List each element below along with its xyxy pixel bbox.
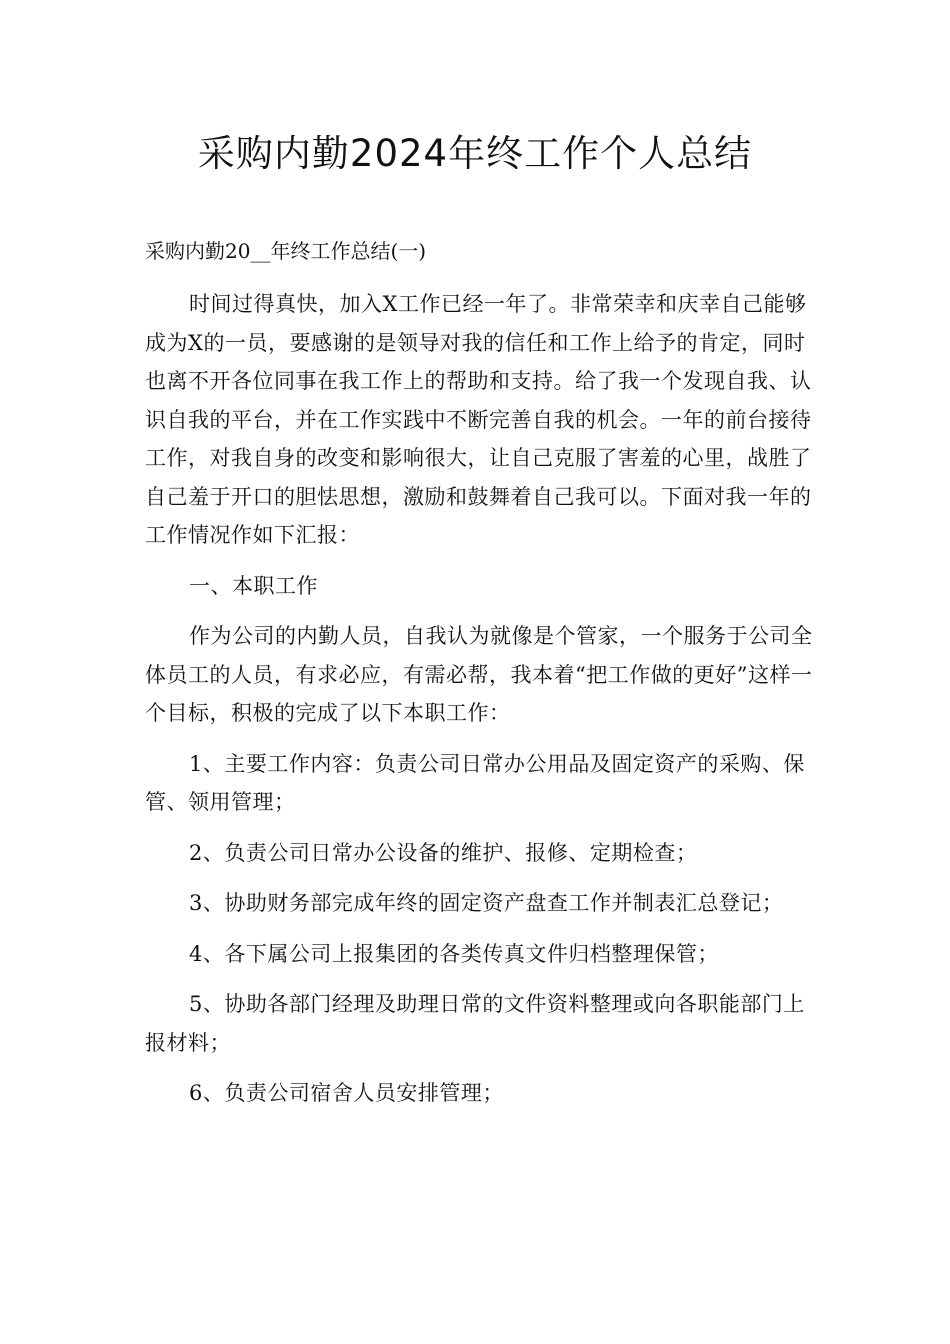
section-heading-duties: 一、本职工作	[189, 573, 318, 598]
document-title: 采购内勤2024年终工作个人总结	[197, 132, 753, 175]
list-item-6: 6、负责公司宿舍人员安排管理；	[189, 1081, 504, 1105]
list-item-1: 1、主要工作内容：负责公司日常办公用品及固定资产的采购、保管、领用管理；	[145, 751, 805, 814]
paragraph-intro: 时间过得真快，加入X工作已经一年了。非常荣幸和庆幸自己能够成为X的一员，要感谢的是领导对我的信任和工作上给予的肯定，同时也离不开各位同事在我工作上的帮助和支持。给了我一个发现自我、认识自我的平台，并在工作实践中不断完善自我的机会。一年的前台接待工作，对我自身的改变和影响很大，让自己克服了害羞的心里，战胜了自己羞于开口的胆怯思想，激励和鼓舞着自己我可以。下面对我一年的工作情况作如下汇报：	[145, 292, 812, 547]
list-item-5: 5、协助各部门经理及助理日常的文件资料整理或向各职能部门上报材料；	[145, 992, 805, 1055]
list-item-4: 4、各下属公司上报集团的各类传真文件归档整理保管；	[189, 941, 719, 966]
paragraph-role: 作为公司的内勤人员，自我认为就像是个管家，一个服务于公司全体员工的人员，有求必应，有需必帮，我本着“把工作做的更好”这样一个目标，积极的完成了以下本职工作：	[145, 624, 813, 725]
list-item-3: 3、协助财务部完成年终的固定资产盘查工作并制表汇总登记；	[189, 891, 784, 915]
list-item-2: 2、负责公司日常办公设备的维护、报修、定期检查；	[189, 840, 698, 865]
document-subtitle: 采购内勤20__年终工作总结(一)	[145, 239, 427, 263]
document-body	[145, 285, 813, 1113]
